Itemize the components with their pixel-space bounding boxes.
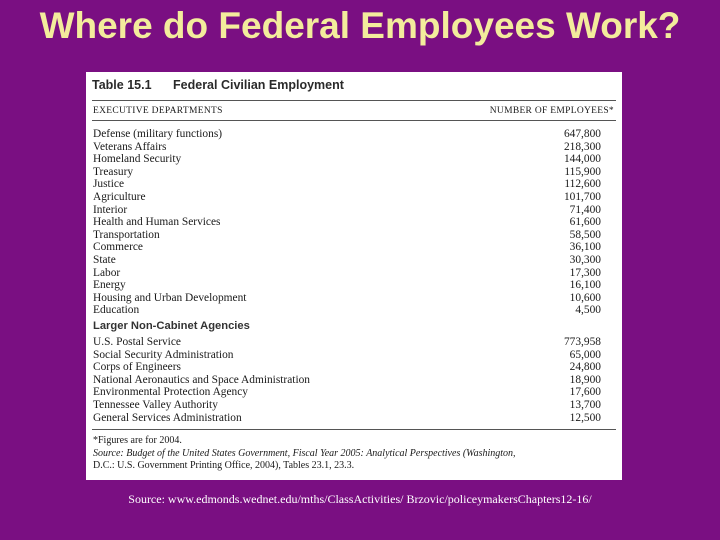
slide-source: Source: www.edmonds.wednet.edu/mths/ClassActivities/ Brzovic/policeymakersChapters12-16/ <box>128 492 592 506</box>
agency-name: Justice <box>93 178 125 191</box>
table-row <box>93 178 613 191</box>
employee-count: 12,500 <box>569 411 601 424</box>
agency-name: Education <box>93 304 140 317</box>
table-row <box>93 241 613 254</box>
col-header-departments: EXECUTIVE DEPARTMENTS <box>93 106 223 116</box>
table-row <box>93 412 613 425</box>
table-row <box>93 153 613 166</box>
table-header <box>92 78 612 92</box>
table-row <box>93 191 613 204</box>
employee-count: 61,600 <box>569 216 601 229</box>
agency-name: Corps of Engineers <box>93 361 181 374</box>
employee-count: 71,400 <box>569 203 601 216</box>
agency-name: Transportation <box>93 228 160 241</box>
table-row <box>93 279 613 292</box>
table-row <box>93 267 613 280</box>
noncabinet-heading: Larger Non-Cabinet Agencies <box>93 320 250 332</box>
agency-name: Health and Human Services <box>93 216 221 229</box>
employee-count: 773,958 <box>563 336 601 348</box>
employee-count: 144,000 <box>563 153 601 166</box>
agency-name: Treasury <box>93 165 134 178</box>
employee-count: 112,600 <box>564 178 601 191</box>
table-title: Federal Civilian Employment <box>173 78 344 92</box>
employee-count: 4,500 <box>575 304 601 317</box>
employee-count: 101,700 <box>563 191 601 203</box>
employee-count: 647,800 <box>563 128 601 140</box>
table-row <box>93 128 613 141</box>
table-row <box>93 386 613 399</box>
table-row <box>93 204 613 217</box>
employee-count: 17,300 <box>569 266 601 279</box>
table-row <box>93 254 613 267</box>
employee-count: 10,600 <box>569 291 601 304</box>
employee-count: 24,800 <box>569 361 601 374</box>
employee-count: 115,900 <box>564 165 601 178</box>
top-rule <box>92 100 616 101</box>
agency-name: State <box>93 254 116 266</box>
employee-count: 218,300 <box>563 140 601 153</box>
agency-name: Veterans Affairs <box>93 140 167 153</box>
agency-name: Interior <box>93 203 128 216</box>
agency-name: Agriculture <box>93 191 146 203</box>
table-row <box>93 229 613 242</box>
agency-name: Defense (military functions) <box>93 128 223 140</box>
employee-count: 36,100 <box>569 241 601 254</box>
agency-name: National Aeronautics and Space Administration <box>93 373 311 386</box>
table-row <box>93 141 613 154</box>
agency-name: Labor <box>93 266 121 279</box>
employee-count: 58,500 <box>569 228 601 241</box>
employee-count: 18,900 <box>569 373 601 386</box>
table-source-line-2: D.C.: U.S. Government Printing Office, 2004), Tables 23.1, 23.3. <box>93 460 355 471</box>
employee-count: 30,300 <box>569 254 601 266</box>
agency-name: Housing and Urban Development <box>93 291 247 304</box>
agency-name: U.S. Postal Service <box>93 336 181 348</box>
footnote: *Figures are for 2004. <box>93 435 182 446</box>
employee-count: 65,000 <box>569 348 601 361</box>
slide-title: Where do Federal Employees Work? <box>39 5 681 46</box>
table-row <box>93 166 613 179</box>
employee-count: 16,100 <box>569 279 601 292</box>
table-number: Table 15.1 <box>92 78 152 92</box>
table-row <box>93 349 613 362</box>
table-row <box>93 374 613 387</box>
employee-count: 17,600 <box>569 386 601 399</box>
table-image <box>86 72 622 480</box>
agency-name: Tennessee Valley Authority <box>93 399 218 411</box>
table-source-line-1: Source: Budget of the United States Government, Fiscal Year 2005: Analytical Perspectives (Washington, <box>93 448 516 459</box>
table-row <box>93 336 613 349</box>
employee-count: 13,700 <box>569 399 601 411</box>
agency-name: Social Security Administration <box>93 348 234 361</box>
header-rule <box>92 120 616 121</box>
agency-name: Commerce <box>93 241 143 254</box>
footer-rule <box>92 429 616 430</box>
table-row <box>93 399 613 412</box>
agency-name: General Services Administration <box>93 411 242 424</box>
agency-name: Environmental Protection Agency <box>93 386 249 399</box>
col-header-employees: NUMBER OF EMPLOYEES* <box>489 106 614 116</box>
table-row <box>93 292 613 305</box>
agency-name: Homeland Security <box>93 153 182 166</box>
table-row <box>93 304 613 317</box>
agency-name: Energy <box>93 279 126 292</box>
table-row <box>93 216 613 229</box>
table-row <box>93 361 613 374</box>
